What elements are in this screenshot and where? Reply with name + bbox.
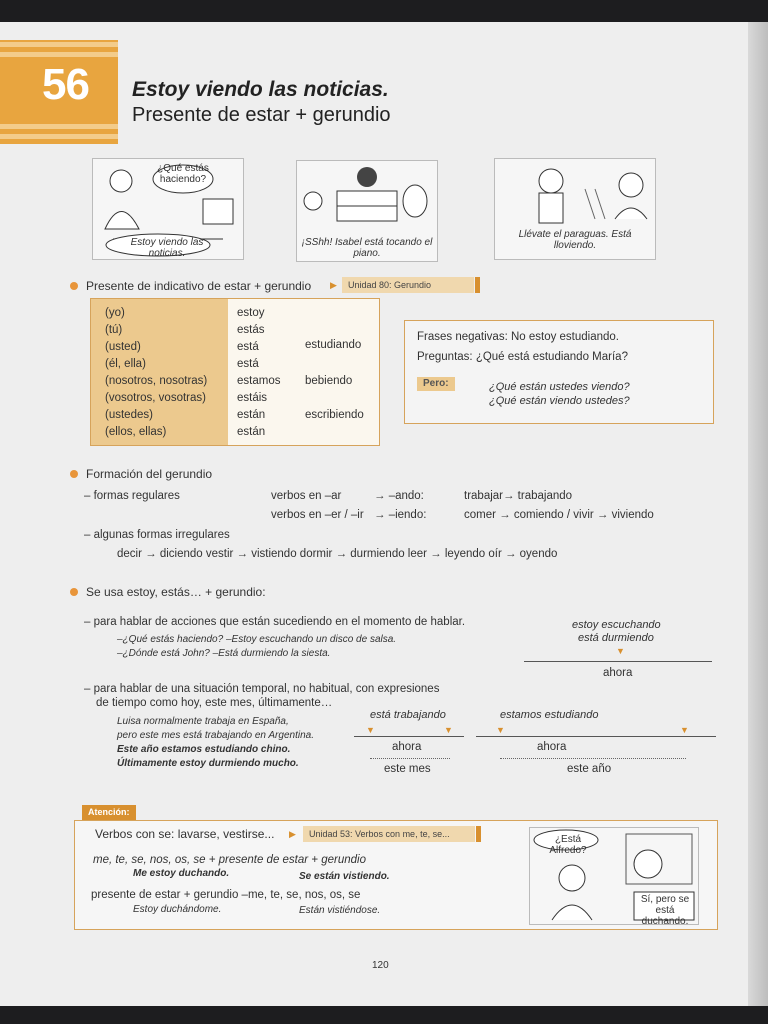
pronoun: (vosotros, vosotras) (105, 392, 206, 404)
section2-label: Formación del gerundio (86, 467, 213, 481)
pronoun-rule-2: presente de estar + gerundio –me, te, se, nos, os, se (91, 889, 361, 901)
gerund-example: bebiendo (305, 375, 353, 387)
unit-subtitle: Presente de estar + gerundio (132, 104, 391, 126)
arrow-icon: ▶ (289, 829, 296, 839)
arrow-down-icon: ▼ (496, 725, 505, 735)
pronoun: (usted) (105, 341, 141, 353)
estar-form: estoy (237, 307, 265, 319)
pronoun: (él, ella) (105, 358, 146, 370)
timeline3-span (500, 758, 686, 759)
arrow-down-icon: ▼ (680, 725, 689, 735)
gerund-example: escribiendo (305, 409, 364, 421)
unit53-reference[interactable] (303, 826, 475, 842)
regular-label: – formas regulares (84, 490, 180, 502)
cartoon-tv-bubble: ¿Qué estás haciendo? (157, 163, 209, 185)
cartoon-shower-reply: Sí, pero se está duchando. (640, 894, 690, 927)
arrow-icon: ▶ (330, 280, 337, 290)
timeline1-label-b: está durmiendo (578, 632, 654, 644)
section-bullet (70, 470, 78, 478)
use-b-example-3: Este año estamos estudiando chino. (117, 744, 291, 755)
rule2-example-b: Están vistiéndose. (299, 905, 381, 916)
pronoun: (ellos, ellas) (105, 426, 167, 438)
timeline2-span (370, 758, 450, 759)
irregular-label: – algunas formas irregulares (84, 529, 230, 541)
timeline2-ahora: ahora (392, 741, 422, 753)
use-b-example-4: Últimamente estoy durmiendo mucho. (117, 758, 299, 769)
attention-box (74, 820, 718, 930)
timeline2-period: este mes (384, 763, 431, 775)
section1-label: Presente de indicativo de estar + gerundio (86, 279, 312, 293)
cartoon-shower (529, 827, 699, 925)
reflexive-verbs-label: Verbos con se: lavarse, vestirse... (95, 827, 275, 841)
pronoun: (ustedes) (105, 409, 153, 421)
cartoon-shower-bubble: ¿Está Alfredo? (549, 834, 587, 856)
rule1-example-a: Me estoy duchando. (133, 868, 230, 879)
rule2-example-a: Estoy duchándome. (133, 904, 222, 915)
use-a-example-1: –¿Qué estás haciendo? –Estoy escuchando un disco de salsa. (117, 634, 397, 645)
timeline3-period: este año (567, 763, 612, 775)
cartoon-piano (296, 160, 438, 262)
rule-ando: → –ando: (374, 490, 424, 502)
timeline1-line (524, 661, 712, 662)
use-b-example-2: pero este mes está trabajando en Argentina. (117, 730, 314, 741)
unit-title: Estoy viendo las noticias. (132, 78, 389, 101)
unit53-reference-label: Unidad 53: Verbos con me, te, se... (309, 829, 450, 839)
pronoun: (yo) (105, 307, 125, 319)
cartoon-tv (92, 158, 244, 260)
cartoon-rain-caption: Llévate el paraguas. Está lloviendo. (518, 229, 632, 251)
rule-iendo: → –iendo: (374, 509, 427, 521)
unit80-reference[interactable] (342, 277, 474, 293)
arrow-down-icon: ▼ (444, 725, 453, 735)
timeline1-ahora: ahora (603, 667, 633, 679)
rule1-example-b: Se están vistiendo. (299, 871, 390, 882)
rule-er-ir: verbos en –er / –ir (271, 509, 364, 521)
negatives-questions-box (404, 320, 714, 424)
section3-label: Se usa estoy, estás… + gerundio: (86, 585, 266, 599)
page-edge (748, 22, 768, 1006)
estar-form: estás (237, 324, 265, 336)
section-bullet (70, 282, 78, 290)
conjugation-table (90, 298, 380, 446)
use-a-text: – para hablar de acciones que están sucediendo en el momento de hablar. (84, 616, 466, 628)
arrow-down-icon: ▼ (616, 646, 625, 656)
unit-number: 56 (42, 60, 89, 109)
cartoon-piano-caption: ¡SShh! Isabel está tocando el piano. (301, 237, 433, 259)
timeline3-label: estamos estudiando (500, 709, 599, 721)
question-sentence: Preguntas: ¿Qué está estudiando María? (417, 351, 628, 363)
gerund-example: estudiando (305, 339, 362, 351)
page-number: 120 (372, 960, 389, 971)
example-er-ir: comer → comiendo / vivir → viviendo (464, 509, 654, 521)
use-a-example-2: –¿Dónde está John? –Está durmiendo la siesta. (117, 648, 331, 659)
timeline3-ahora: ahora (537, 741, 567, 753)
use-b-text-2: de tiempo como hoy, este mes, últimamente… (96, 697, 333, 709)
cartoon-tv-caption: Estoy viendo las noticias. (130, 237, 204, 259)
timeline1-label-a: estoy escuchando (572, 619, 661, 631)
arrow-down-icon: ▼ (366, 725, 375, 735)
pronoun: (nosotros, nosotras) (105, 375, 208, 387)
pronoun: (tú) (105, 324, 123, 336)
timeline2-line (354, 736, 464, 737)
estar-form: están (237, 426, 266, 438)
unit-badge (0, 40, 118, 144)
pronoun-rule-1: me, te, se, nos, os, se + presente de estar + gerundio (93, 854, 366, 866)
cartoon-rain (494, 158, 656, 260)
attention-tag: Atención: (82, 805, 136, 820)
unit80-reference-label: Unidad 80: Gerundio (348, 280, 432, 290)
timeline3-line (476, 736, 716, 737)
estar-form: está (237, 341, 259, 353)
rule-ar: verbos en –ar (271, 490, 342, 502)
estar-form: estáis (237, 392, 268, 404)
timeline2-label: está trabajando (370, 709, 446, 721)
pero-label: Pero: (417, 377, 455, 391)
pero-example-2: ¿Qué están viendo ustedes? (489, 395, 630, 407)
estar-form: estamos (237, 375, 281, 387)
negative-sentence: Frases negativas: No estoy estudiando. (417, 331, 620, 343)
pero-example-1: ¿Qué están ustedes viendo? (489, 381, 630, 393)
estar-form: están (237, 409, 266, 421)
estar-form: está (237, 358, 259, 370)
irregular-list: decir → diciendo vestir → vistiendo dormir → durmiendo leer → leyendo oír → oyendo (117, 548, 558, 560)
use-b-text-1: – para hablar de una situación temporal, no habitual, con expresiones (84, 683, 440, 695)
section-bullet (70, 588, 78, 596)
use-b-example-1: Luisa normalmente trabaja en España, (117, 716, 289, 727)
example-ar: trabajar→ trabajando (464, 490, 573, 502)
